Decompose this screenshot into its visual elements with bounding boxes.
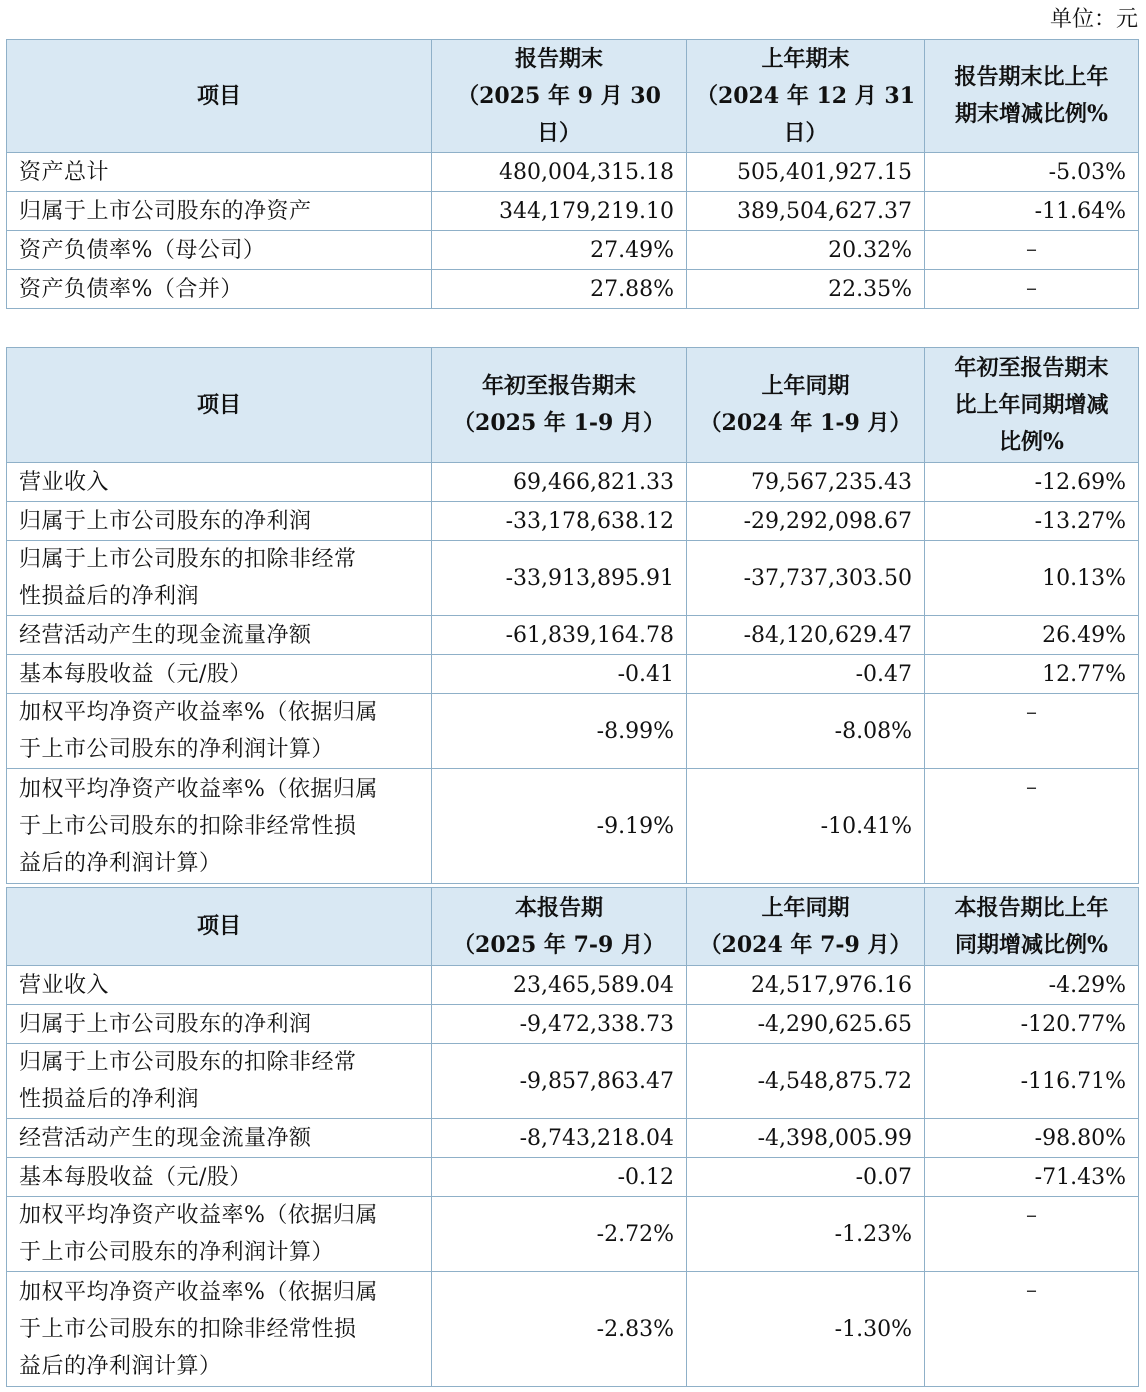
- change-percent: –: [925, 1272, 1139, 1387]
- row-label: [7, 1197, 432, 1272]
- change-percent: –: [925, 231, 1139, 270]
- header-line: （2025 年 9 月 30: [457, 82, 661, 109]
- change-percent: –: [925, 1197, 1139, 1272]
- header-line: 日）: [536, 119, 581, 146]
- column-header: [7, 348, 432, 463]
- row-label-line: 归属于上市公司股东的扣除非经常: [19, 1050, 357, 1075]
- prior-value: -4,548,875.72: [687, 1044, 925, 1119]
- change-percent: -120.77%: [925, 1005, 1139, 1044]
- row-label: [7, 502, 432, 541]
- row-label-line: 资产负债率%（合并）: [19, 276, 243, 302]
- table-row: [7, 1158, 1139, 1197]
- change-percent: -4.29%: [925, 966, 1139, 1005]
- row-label-line: 于上市公司股东的净利润计算）: [19, 737, 335, 762]
- column-header: [687, 348, 925, 463]
- current-value: -2.83%: [432, 1272, 687, 1387]
- header-line: 期末增减比例%: [955, 101, 1108, 127]
- current-value: -9.19%: [432, 769, 687, 884]
- column-header: [7, 888, 432, 966]
- row-label: [7, 1119, 432, 1158]
- row-label-line: 益后的净利润计算）: [19, 1353, 222, 1379]
- current-value: -0.41: [432, 655, 687, 694]
- prior-value: -29,292,098.67: [687, 502, 925, 541]
- row-label: [7, 153, 432, 192]
- table-row: [7, 1005, 1139, 1044]
- prior-value: 389,504,627.37: [687, 192, 925, 231]
- prior-value: 22.35%: [687, 270, 925, 309]
- table-header: [7, 888, 1139, 966]
- balance-sheet-table: [6, 39, 1139, 309]
- row-label-line: 营业收入: [19, 469, 110, 495]
- header-line: 上年同期: [761, 373, 850, 399]
- prior-value: -8.08%: [687, 694, 925, 769]
- row-label-line: 归属于上市公司股东的净利润: [19, 1011, 312, 1037]
- row-label: [7, 192, 432, 231]
- column-header: [925, 348, 1139, 463]
- prior-value: 79,567,235.43: [687, 463, 925, 502]
- row-label: [7, 966, 432, 1005]
- current-value: -8.99%: [432, 694, 687, 769]
- change-percent: –: [925, 769, 1139, 884]
- change-percent: -5.03%: [925, 153, 1139, 192]
- prior-value: -1.23%: [687, 1197, 925, 1272]
- table-row: [7, 502, 1139, 541]
- column-header: [925, 888, 1139, 966]
- change-percent: -116.71%: [925, 1044, 1139, 1119]
- header-line: 比例%: [999, 428, 1064, 455]
- prior-value: 505,401,927.15: [687, 153, 925, 192]
- table-row: [7, 1197, 1139, 1272]
- prior-value: -37,737,303.50: [687, 541, 925, 616]
- row-label: [7, 1044, 432, 1119]
- column-header: [7, 40, 432, 153]
- change-percent: 10.13%: [925, 541, 1139, 616]
- row-label: [7, 541, 432, 616]
- change-percent: -98.80%: [925, 1119, 1139, 1158]
- column-header: [432, 348, 687, 463]
- prior-value: -0.07: [687, 1158, 925, 1197]
- header-line: 上年期末: [761, 45, 850, 72]
- prior-value: 20.32%: [687, 231, 925, 270]
- header-row: [7, 348, 1139, 463]
- table-row: [7, 769, 1139, 884]
- row-label-line: 于上市公司股东的扣除非经常性损: [19, 813, 357, 839]
- table-row: [7, 153, 1139, 192]
- row-label-line: 归属于上市公司股东的净资产: [19, 198, 312, 224]
- current-value: -9,857,863.47: [432, 1044, 687, 1119]
- current-value: -33,178,638.12: [432, 502, 687, 541]
- change-percent: -11.64%: [925, 192, 1139, 231]
- row-label-line: 性损益后的净利润: [19, 1087, 200, 1112]
- change-percent: -12.69%: [925, 463, 1139, 502]
- table-row: [7, 541, 1139, 616]
- row-label-line: 资产负债率%（母公司）: [19, 237, 266, 263]
- row-label: [7, 1272, 432, 1387]
- table-row: [7, 463, 1139, 502]
- header-line: 报告期末比上年: [954, 64, 1109, 90]
- row-label-line: 加权平均净资产收益率%（依据归属: [19, 1279, 378, 1305]
- current-value: 27.49%: [432, 231, 687, 270]
- column-header: [432, 40, 687, 153]
- header-line: 项目: [196, 82, 241, 109]
- header-line: 年初至报告期末: [954, 354, 1109, 381]
- row-label-line: 加权平均净资产收益率%（依据归属: [19, 700, 378, 725]
- row-label-line: 益后的净利润计算）: [19, 850, 222, 876]
- header-line: 日）: [783, 119, 828, 146]
- current-value: 480,004,315.18: [432, 153, 687, 192]
- row-label-line: 性损益后的净利润: [19, 584, 200, 609]
- row-label-line: 资产总计: [19, 159, 110, 185]
- row-label-line: 营业收入: [19, 972, 110, 998]
- table-row: [7, 192, 1139, 231]
- column-header: [432, 888, 687, 966]
- header-line: 本报告期比上年: [954, 894, 1109, 921]
- table-body: [7, 153, 1139, 309]
- prior-value: -84,120,629.47: [687, 616, 925, 655]
- row-label-line: 于上市公司股东的净利润计算）: [19, 1240, 335, 1265]
- change-percent: -13.27%: [925, 502, 1139, 541]
- header-line: 项目: [196, 391, 241, 418]
- table-row: [7, 1119, 1139, 1158]
- quarter-performance-table: [6, 887, 1139, 1387]
- row-label: [7, 655, 432, 694]
- current-value: -9,472,338.73: [432, 1005, 687, 1044]
- row-label: [7, 694, 432, 769]
- current-value: 344,179,219.10: [432, 192, 687, 231]
- header-row: [7, 40, 1139, 153]
- change-percent: -71.43%: [925, 1158, 1139, 1197]
- row-label-line: 加权平均净资产收益率%（依据归属: [19, 1203, 378, 1228]
- header-line: （2024 年 7-9 月）: [699, 931, 912, 958]
- header-line: 比上年同期增减: [954, 391, 1109, 418]
- change-percent: 12.77%: [925, 655, 1139, 694]
- header-line: 年初至报告期末: [481, 373, 636, 399]
- row-label-line: 基本每股收益（元/股）: [19, 661, 252, 687]
- change-percent: –: [925, 694, 1139, 769]
- table-body: [7, 463, 1139, 884]
- header-line: （2025 年 7-9 月）: [453, 931, 665, 958]
- current-value: -33,913,895.91: [432, 541, 687, 616]
- header-row: [7, 888, 1139, 966]
- table-header: [7, 40, 1139, 153]
- prior-value: -1.30%: [687, 1272, 925, 1387]
- header-line: 项目: [196, 913, 241, 939]
- row-label-line: 经营活动产生的现金流量净额: [19, 622, 312, 648]
- prior-value: 24,517,976.16: [687, 966, 925, 1005]
- table-row: [7, 655, 1139, 694]
- table-header: [7, 348, 1139, 463]
- row-label: [7, 1158, 432, 1197]
- change-percent: –: [925, 270, 1139, 309]
- column-header: [925, 40, 1139, 153]
- table-row: [7, 270, 1139, 309]
- change-percent: 26.49%: [925, 616, 1139, 655]
- row-label-line: 基本每股收益（元/股）: [19, 1164, 252, 1190]
- prior-value: -0.47: [687, 655, 925, 694]
- current-value: 27.88%: [432, 270, 687, 309]
- unit-label: 单位：元: [1049, 7, 1138, 32]
- current-value: -8,743,218.04: [432, 1119, 687, 1158]
- header-line: 上年同期: [761, 894, 850, 921]
- row-label-line: 于上市公司股东的扣除非经常性损: [19, 1316, 357, 1342]
- column-header: [687, 40, 925, 153]
- ytd-performance-table: [6, 347, 1139, 884]
- table-row: [7, 966, 1139, 1005]
- row-label-line: 经营活动产生的现金流量净额: [19, 1125, 312, 1151]
- row-label: [7, 231, 432, 270]
- current-value: -61,839,164.78: [432, 616, 687, 655]
- current-value: -0.12: [432, 1158, 687, 1197]
- header-line: （2025 年 1-9 月）: [453, 410, 665, 436]
- row-label: [7, 463, 432, 502]
- header-line: 本报告期: [514, 894, 603, 921]
- row-label: [7, 1005, 432, 1044]
- table-row: [7, 1044, 1139, 1119]
- prior-value: -10.41%: [687, 769, 925, 884]
- current-value: 69,466,821.33: [432, 463, 687, 502]
- column-header: [687, 888, 925, 966]
- header-line: （2024 年 12 月 31: [695, 82, 916, 109]
- header-line: （2024 年 1-9 月）: [699, 410, 912, 436]
- row-label: [7, 769, 432, 884]
- row-label: [7, 270, 432, 309]
- row-label: [7, 616, 432, 655]
- row-label-line: 归属于上市公司股东的净利润: [19, 508, 312, 534]
- current-value: 23,465,589.04: [432, 966, 687, 1005]
- prior-value: -4,398,005.99: [687, 1119, 925, 1158]
- table-row: [7, 694, 1139, 769]
- prior-value: -4,290,625.65: [687, 1005, 925, 1044]
- current-value: -2.72%: [432, 1197, 687, 1272]
- table-body: [7, 966, 1139, 1387]
- row-label-line: 归属于上市公司股东的扣除非经常: [19, 547, 357, 572]
- header-line: 报告期末: [514, 45, 603, 72]
- table-row: [7, 1272, 1139, 1387]
- header-line: 同期增减比例%: [955, 931, 1108, 958]
- table-row: [7, 231, 1139, 270]
- table-row: [7, 616, 1139, 655]
- row-label-line: 加权平均净资产收益率%（依据归属: [19, 776, 378, 802]
